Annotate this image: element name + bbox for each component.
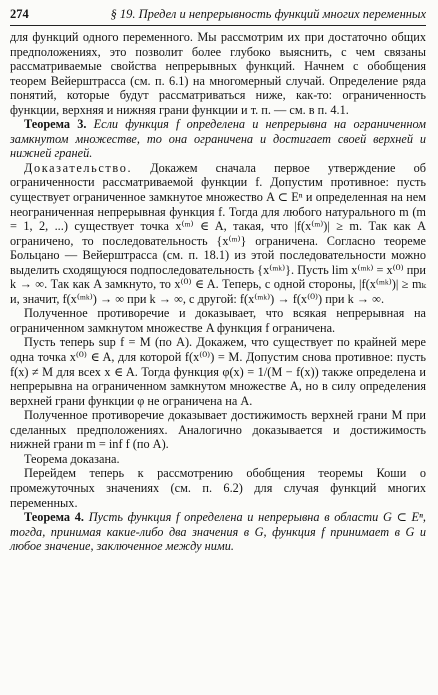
paragraph-text: Полученное противоречие и доказывает, что всякая непрерывная на ограниченном замкнутом множестве A функция f ограничена. — [10, 306, 426, 335]
paragraph-text: Докажем сначала первое утверждение об ограниченности рассматриваемой функции f. Допустим противное: пусть существует ограниченное замкнутое множество A ⊂ Eⁿ и определенная на нем неограниченная непрерывная функция f. Тогда для любого натурального m (m = 1, 2, ...) существует точка x⁽ᵐ⁾ ∈ A, такая, что |f(x⁽ᵐ⁾)| ≥ m. Так как A ограничено, то последовательность {x⁽ᵐ⁾} ограничена. Согласно теореме Больцано — Вейерштрасса (см. п. 18.1) из этой последовательности можно выделить сходящуюся подпоследовательность {x⁽ᵐᵏ⁾}. Пусть lim x⁽ᵐᵏ⁾ = x⁽⁰⁾ при k → ∞. Так как A замкнуто, то x⁽⁰⁾ ∈ A. Теперь, с одной стороны, |f(x⁽ᵐᵏ⁾)| ≥ mₖ и, значит, f(x⁽ᵐᵏ⁾) → ∞ при k → ∞, с другой: f(x⁽ᵐᵏ⁾) → f(x⁽⁰⁾) при k → ∞. — [10, 160, 426, 306]
paragraph — [10, 161, 426, 306]
paragraph — [10, 117, 426, 161]
paragraph-text: Полученное противоречие доказывает достижимость верхней грани M при сделанных предположениях. Аналогично доказывается и достижимость нижней грани m = inf f (по A). — [10, 408, 426, 452]
paragraph — [10, 466, 426, 510]
paragraph-text: для функций одного переменного. Мы рассмотрим их при достаточно общих предположениях, это позволит более глубоко выяснить, с чем связаны рассматриваемые свойства непрерывных функций. Начнем с обобщения теорем Вейерштрасса (см. п. 6.1) на многомерный случай. Определение ряда понятий, которые будут рассматриваться ниже, как-то: ограниченность функции, верхняя и нижняя грани функции и т. п. — см. в п. 4.1. — [10, 30, 426, 117]
paragraph — [10, 452, 426, 467]
paragraph — [10, 335, 426, 408]
paragraph — [10, 510, 426, 554]
body-text — [10, 30, 426, 554]
theorem-statement: Пусть функция f определена и непрерывна в области G ⊂ Eⁿ, тогда, принимая какие-либо два значения в G, функция f принимает в G и любое значение, заключенное между ними. — [10, 510, 426, 554]
paragraph — [10, 30, 426, 117]
running-header — [10, 6, 426, 26]
paragraph-text: Перейдем теперь к рассмотрению обобщения теоремы Коши о промежуточных значениях (см. п. 6.2) для случая функций многих переменных. — [10, 466, 426, 510]
paragraph-text: Доказательство. — [24, 160, 133, 175]
paragraph-text: Пусть теперь sup f = M (по A). Докажем, что существует по крайней мере одна точка x⁽⁰⁾ ∈ A, для которой f(x⁽⁰⁾) = M. Допустим снова противное: пусть f(x) ≠ M для всех x ∈ A. Тогда функция φ(x) = 1/(M − f(x)) также определена и непрерывна на ограниченном замкнутом множестве A, но в силу определения верхней грани функции φ не ограничена на A. — [10, 335, 426, 408]
paragraph-text: Теорема доказана. — [24, 451, 120, 466]
page-number: 274 — [10, 7, 29, 21]
paragraph — [10, 408, 426, 452]
section-title: § 19. Предел и непрерывность функций многих переменных — [110, 7, 426, 21]
theorem-label: Теорема 4. — [24, 510, 84, 525]
paragraph — [10, 306, 426, 335]
theorem-statement: Если функция f определена и непрерывна на ограниченном замкнутом множестве, то она ограничена и достигает своей верхней и нижней граней. — [10, 117, 426, 161]
theorem-label: Теорема 3. — [24, 117, 87, 132]
